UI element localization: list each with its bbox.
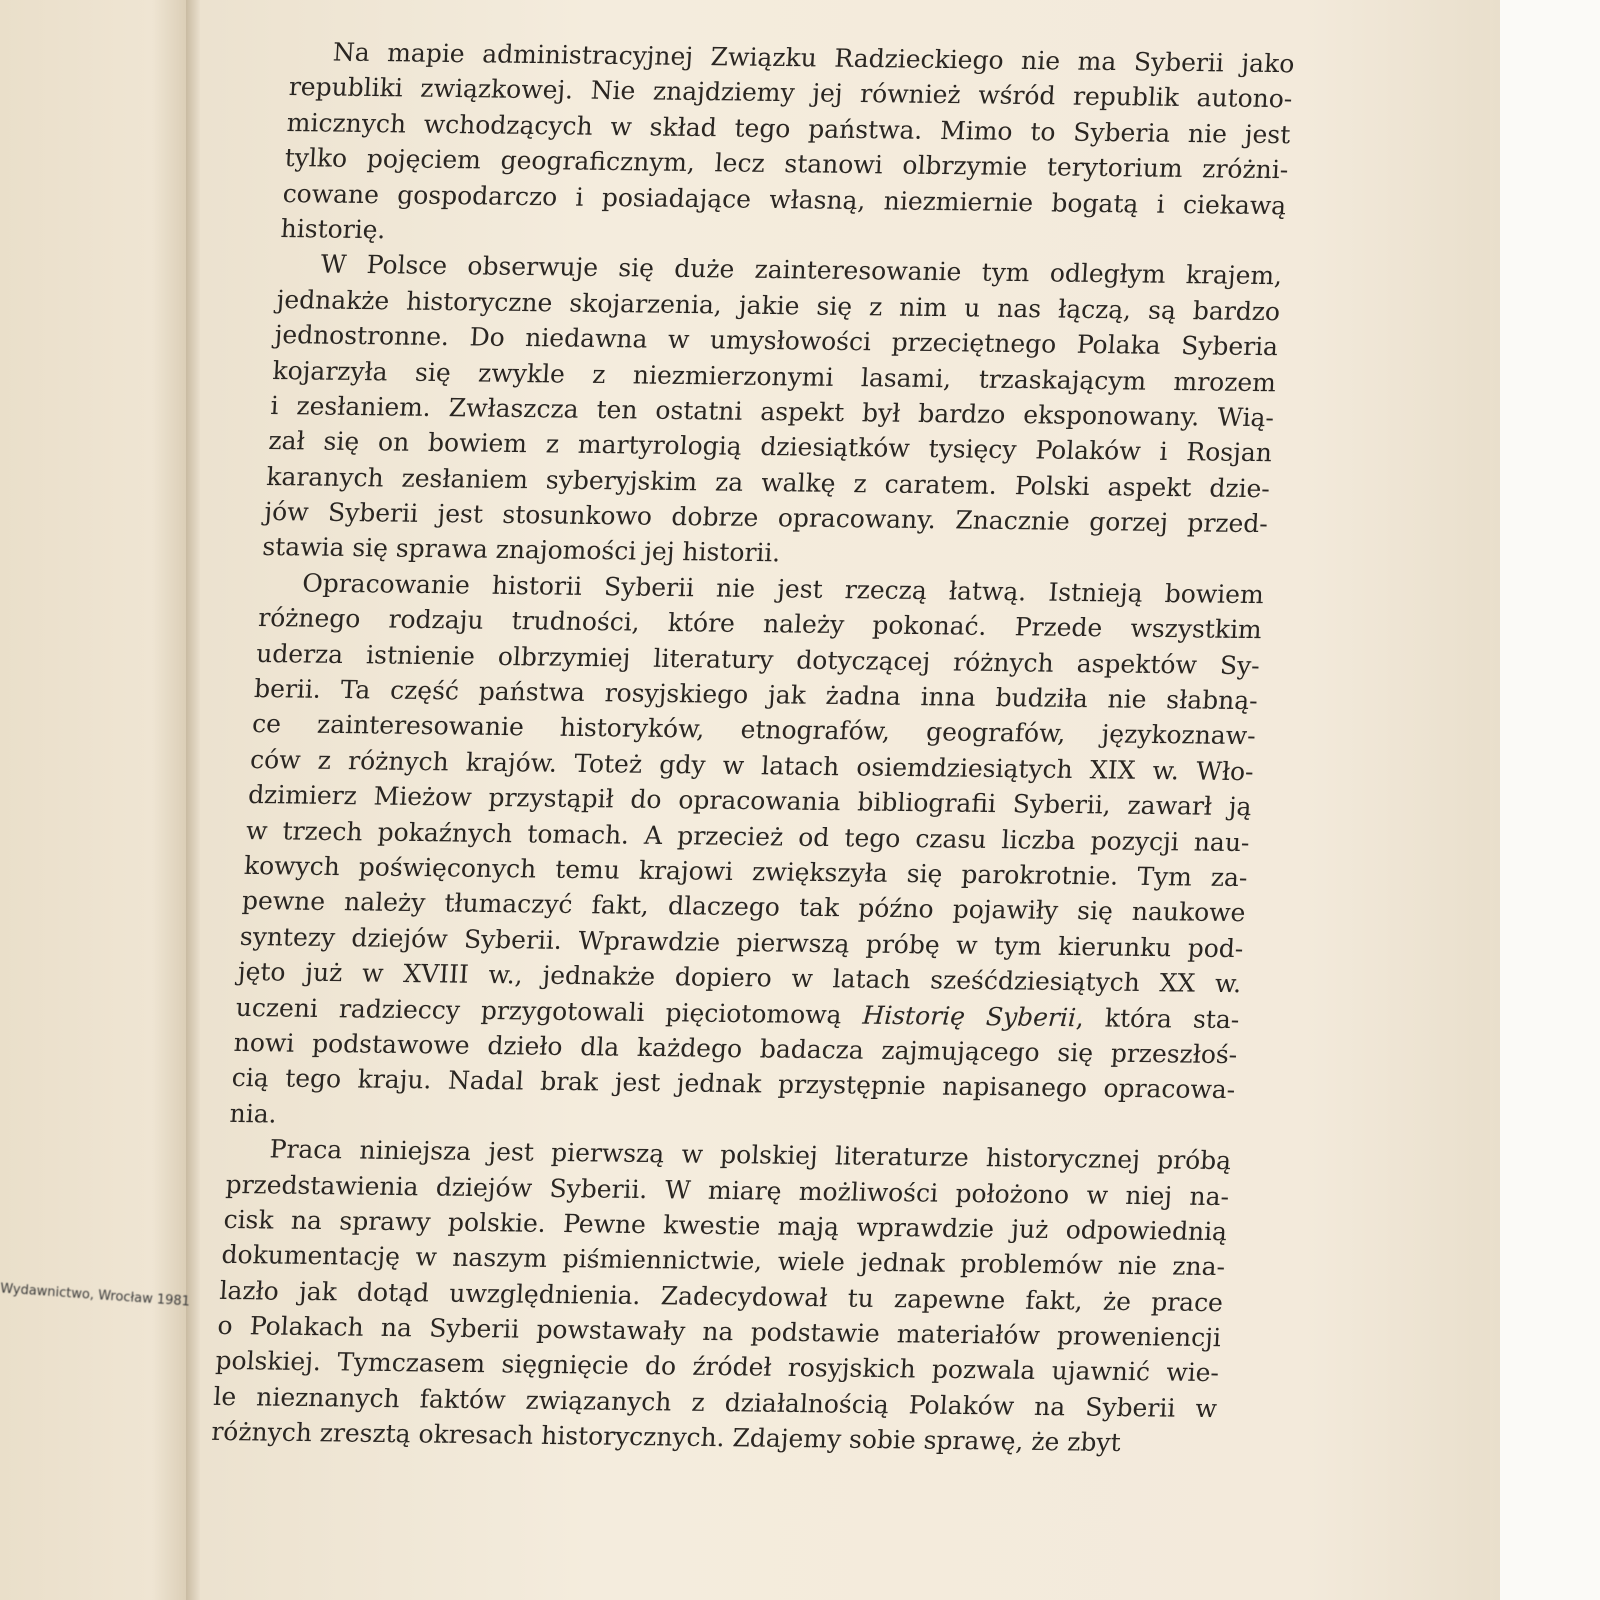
text-line: historię. (279, 213, 387, 245)
text-line: micznych wchodzących w skład tego państwa. Mimo to Syberia nie jest (286, 107, 1292, 150)
text-line: cowane gospodarczo i posiadające własną, niezmiernie bogatą i ciekawą (281, 178, 1288, 220)
text-line: jęto już w XVIII w., jednakże dopiero w latach sześćdziesiątych XX w. (237, 957, 1243, 999)
text-line: kojarzyła się zwykle z niezmierzonymi lasami, trzaskającym mrozem (271, 355, 1277, 397)
text-line: ców z różnych krajów. Toteż gdy w latach osiemdziesiątych XIX w. Wło- (249, 744, 1255, 787)
text-line: syntezy dziejów Syberii. Wprawdzie pierwszą próbę w tym kierunku pod- (239, 921, 1245, 963)
book-title: Historię Syberii (861, 1000, 1077, 1032)
left-page-imprint: Wydawnictwo, Wrocław 1981 (0, 1281, 191, 1310)
body-text (210, 34, 1295, 1462)
text-line: jów Syberii jest stosunkowo dobrze opracowany. Znacznie gorzej przed- (263, 497, 1269, 539)
text-line: kowych poświęconych temu krajowi zwiększyła się parokrotnie. Tym za- (243, 850, 1249, 893)
page-edge (1500, 0, 1600, 1600)
text-line: różnego rodzaju trudności, które należy pokonać. Przede wszystkim (257, 603, 1263, 645)
text-line: berii. Ta część państwa rosyjskiego jak żadna inna budziła nie słabną- (253, 673, 1259, 716)
paragraph-start: W Polsce obserwuje się duże zainteresowanie tym odległym krajem, (319, 249, 1283, 291)
text-line: le nieznanych faktów związanych z działalnością Polaków na Syberii w (212, 1381, 1218, 1424)
left-page (0, 0, 190, 1600)
text-line: przedstawienia dziejów Syberii. W miarę możliwości położono w niej na- (224, 1169, 1230, 1211)
text-line: o Polakach na Syberii powstawały na podstawie materiałów proweniencji (216, 1310, 1222, 1353)
text-line: różnych zresztą okresach historycznych. Zdajemy sobie sprawę, że zbyt (210, 1417, 1122, 1458)
text-line: polskiej. Tymczasem sięgnięcie do źródeł rosyjskich pozwala ujawnić wie- (214, 1346, 1220, 1388)
paragraph-start: Opracowanie historii Syberii nie jest rzeczą łatwą. Istnieją bowiem (301, 568, 1265, 610)
book-gutter (186, 0, 200, 1600)
text-line: stawia się sprawa znajomości jej historii. (261, 532, 782, 568)
text-line: nowi podstawowe dzieło dla każdego badacza zajmującego się przeszłoś- (233, 1027, 1239, 1070)
text-line: dzimierz Mieżow przystąpił do opracowania bibliografii Syberii, zawarł ją (247, 780, 1253, 822)
text-line: lazło jak dotąd uwzględnienia. Zadecydował tu zapewne fakt, że prace (218, 1275, 1224, 1317)
text-line: cią tego kraju. Nadal brak jest jednak przystępnie napisanego opracowa- (231, 1063, 1237, 1105)
text-line: dokumentację w naszym piśmiennictwie, wiele jednak problemów nie zna- (220, 1240, 1226, 1282)
text-fragment: uczeni radzieccy przygotowali pięciotomową (235, 992, 864, 1030)
text-line: nia. (228, 1098, 278, 1129)
text-line: cisk na sprawy polskie. Pewne kwestie mają wprawdzie już odpowiednią (222, 1204, 1228, 1247)
text-line: tylko pojęciem geograficznym, lecz stanowi olbrzymie terytorium zróżni- (284, 143, 1290, 185)
paragraph-start: Na mapie administracyjnej Związku Radzieckiego nie ma Syberii jako (332, 37, 1296, 79)
text-line: i zesłaniem. Zwłaszcza ten ostatni aspekt był bardzo eksponowany. Wią- (269, 390, 1275, 433)
text-line: ce zainteresowanie historyków, etnografów, geografów, językoznaw- (251, 709, 1257, 751)
text-fragment: , która sta- (1075, 1002, 1241, 1034)
text-line: pewne należy tłumaczyć fakt, dlaczego tak późno pojawiły się naukowe (241, 886, 1247, 928)
text-line: w trzech pokaźnych tomach. A przecież od tego czasu liczba pozycji nau- (245, 815, 1251, 857)
paragraph-start: Praca niniejsza jest pierwszą w polskiej literaturze historycznej próbą (268, 1134, 1232, 1176)
text-line: republiki związkowej. Nie znajdziemy jej również wśród republik autono- (288, 72, 1294, 114)
text-line: jednakże historyczne skojarzenia, jakie się z nim u nas łączą, są bardzo (275, 284, 1281, 326)
text-line: karanych zesłaniem syberyjskim za walkę z caratem. Polski aspekt dzie- (265, 461, 1271, 503)
text-line: zał się on bowiem z martyrologią dziesiątków tysięcy Polaków i Rosjan (267, 426, 1273, 468)
text-line: uderza istnienie olbrzymiej literatury dotyczącej różnych aspektów Sy- (255, 638, 1261, 680)
text-line: jednostronne. Do niedawna w umysłowości przeciętnego Polaka Syberia (273, 320, 1279, 362)
